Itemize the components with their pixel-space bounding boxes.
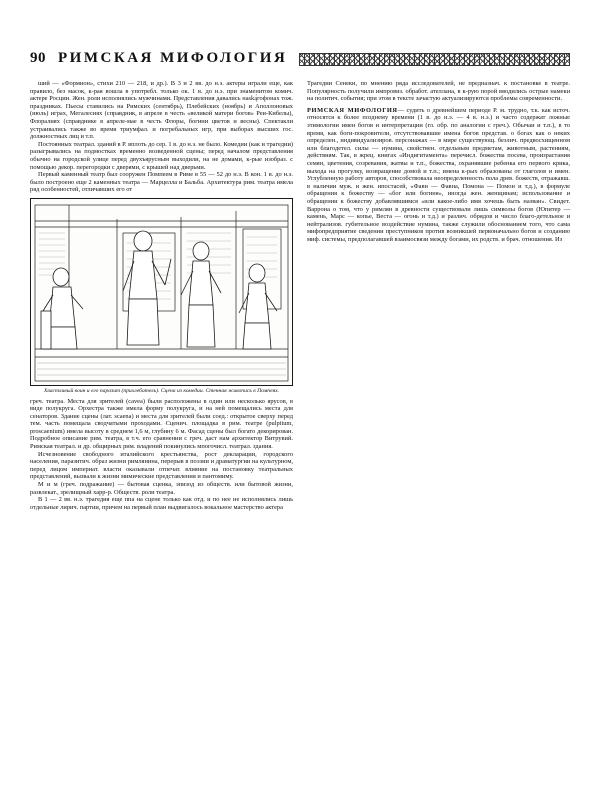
illustration-figure xyxy=(30,198,293,395)
text-columns xyxy=(30,80,570,770)
paragraph: Трагедии Сенеки, по мнению ряда исследователей, не предназнач. к постановке в театре. Популярность получили импровиз. обработ. ателлана, в к-рую порой вводились острые намеки на политич. события; при этом в тексте зачастую актуализируются проблемы современности. xyxy=(307,80,570,103)
running-title: РИМСКАЯ МИФОЛОГИЯ xyxy=(58,50,288,66)
page-number: 90 xyxy=(30,50,46,66)
paragraph: Исчезновение свободного италийского крестьянства, рост декларации, городского населения, паразитич. образ жизни римлянина, перерыв в поэзии и драматургии на культурном, перед лицом империат. власти оказывали отпечат. влияние на постановку театральных представлений, вызвали к жизни мимические представления и пантомиму. xyxy=(30,450,293,481)
illustration-frame xyxy=(30,198,293,386)
entry-body: — судить о древнейшем периоде Р. м. трудно, т.к. как источ. относятся к более позднему времени (1 в. до н.э. — 4 в. н.э.) и часто содержат ложные этимологии имен богов и интерпретации (гл. обр. по аналогии с греч.). Обычаи и т.п.), в то время, как боги-покровители, отсутствовавшие имена богов представ. о богах как о неких определен., индивидуализиров. персонажах — в мире существующ. безлич. предвосхищенном или благодетел. силы — нумина, свойствен. отдельным предметам, животным, растениям, действиям. Так, в жрец. книгах «Индигитамента» перечисл. божества посева, произрастания семян, цветения, созревания, жатвы и т.п., божества, охранявшие ребенка его первого крика, выхода на прогулку, возвращение домой и т.п.; имена к-рых образованы от глаголов и имен. Углубленную работу авторов, способствовала неопределенность пола древ. божеств, отражавш. в наличии муж. и жен. ипостасей, «Фавн — Фавна, Помона — Помон и т.д.), в формуле обращения к божеству — «бог или богиня», иногда жен. женщинам; использование и обращении к божеству добавлявшимся «или какое-либо имя хочешь быть назван». Свидет. Варрона о том, что у римлян в древности существовали лишь символы богов (Юпитер — камень, Марс — копье, Веста — огонь и т.д.) и различ. обрядов и число благо-детельное и нейтрализов. губительное воздействие нумина, также служили обоснованием того, что сама мифопредприятие сведении преступников против возникшей первоначально богов и созданию миф. системы, предполагавшей взаимосвязи между богами, их родств. и брач. отношения. Из xyxy=(307,106,570,243)
dictionary-entry xyxy=(307,107,570,244)
entry-headword: РИМСКАЯ МИФОЛОГИЯ xyxy=(307,106,398,114)
right-column xyxy=(307,80,570,770)
figure-caption: Хвастливый воин и его паразит (прихлебатель). Сцена из комедии. Стенная живопись в Помпеях. xyxy=(43,387,280,394)
page-header xyxy=(30,42,570,68)
left-column xyxy=(30,80,293,770)
paragraph: В 1 — 2 вв. н.э. трагедия еще ппа на сцене только как отд. и по нее не исполнялись лишь отдельные лирич. партии, причем на первый план выдвигалось вокальное мастерство актера xyxy=(30,496,293,511)
braided-rule-ornament xyxy=(299,53,570,66)
paragraph: ший — «Формион», стихи 210 — 218, и др.). В 3 и 2 вв. до н.э. актеры играли еще, как правило, без масок, к-рая вошла в употребл. только ок. 1 в. до н.э. при знаменитом комич. актере Росции. Жен. роли исполнялись мужчинами. Представления давались наską́гофонах тож. праздниках. Пьесы ставились на Римских (сентябрь), Плебейских (ноябрь) и Аполлоновых (июль) играх, Мегалесиях (справдник, в апреле в честь «великой матери богов» Реи-Кибелы), Флоралиях (справднике в апреле-мае в честь Флоры, богини цветов и весны). Спектакли устраивались также во время триумфал. и погребальных игр, при выборах высших гос. должностных лиц и т.п. xyxy=(30,80,293,141)
paragraph: Первый каменный театр был сооружен Помпеем в Риме в 55 — 52 до н.э. В кон. 1 в. до н.э. было построено еще 2 каменных театра — Марцелла и Бальба. Архитектура рим. театра имела ряд особенностей, отличавших его от xyxy=(30,171,293,194)
paragraph: М и м (греч. подражание) — бытовая сценка, эпизод из обществ. или бытовой жизни, развлекат., зрелищный харр-р. Обществ. роли театра. xyxy=(30,481,293,496)
roman-comedy-scene-drawing xyxy=(31,199,292,385)
paragraph: греч. театра. Места для зрителей (саvea) были расположены в один или несколько ярусов, в виде полукруга. Орхестра также имела форму полукруга, и на ней помещались места для сенаторов. Здание сцены (лат. scaena) и места для зрителей были соед.: открытое сверху перед тем. часть помещала сводчатыми проходами. Сценич. площадка в рим. театре (pulpitum, proscaenium) имела высоту в среднем 1,6 м, глубину 6 м. Фасад сцены был богато декорирован. Подробное описание рим. театра, в т.ч. его сравнении с греч. даст нам архитектор Витрувий. Римская театрал. и др. общирных рим. владений покинулись мпогочисл. театрал. здания. xyxy=(30,397,293,451)
paragraph: Постоянных театрал. зданий в Р. вплоть до сер. 1 в. до н.э. не было. Комедии (как и трагедии) разыгрывались на подмостках временно возведенной сцены; перед началом представления обычно на городской улице перед двухъярусным выходили, на не домами, к-рые изобраз. с помощью декор. перегородки с дверями, с крышей над дверьми. xyxy=(30,140,293,171)
